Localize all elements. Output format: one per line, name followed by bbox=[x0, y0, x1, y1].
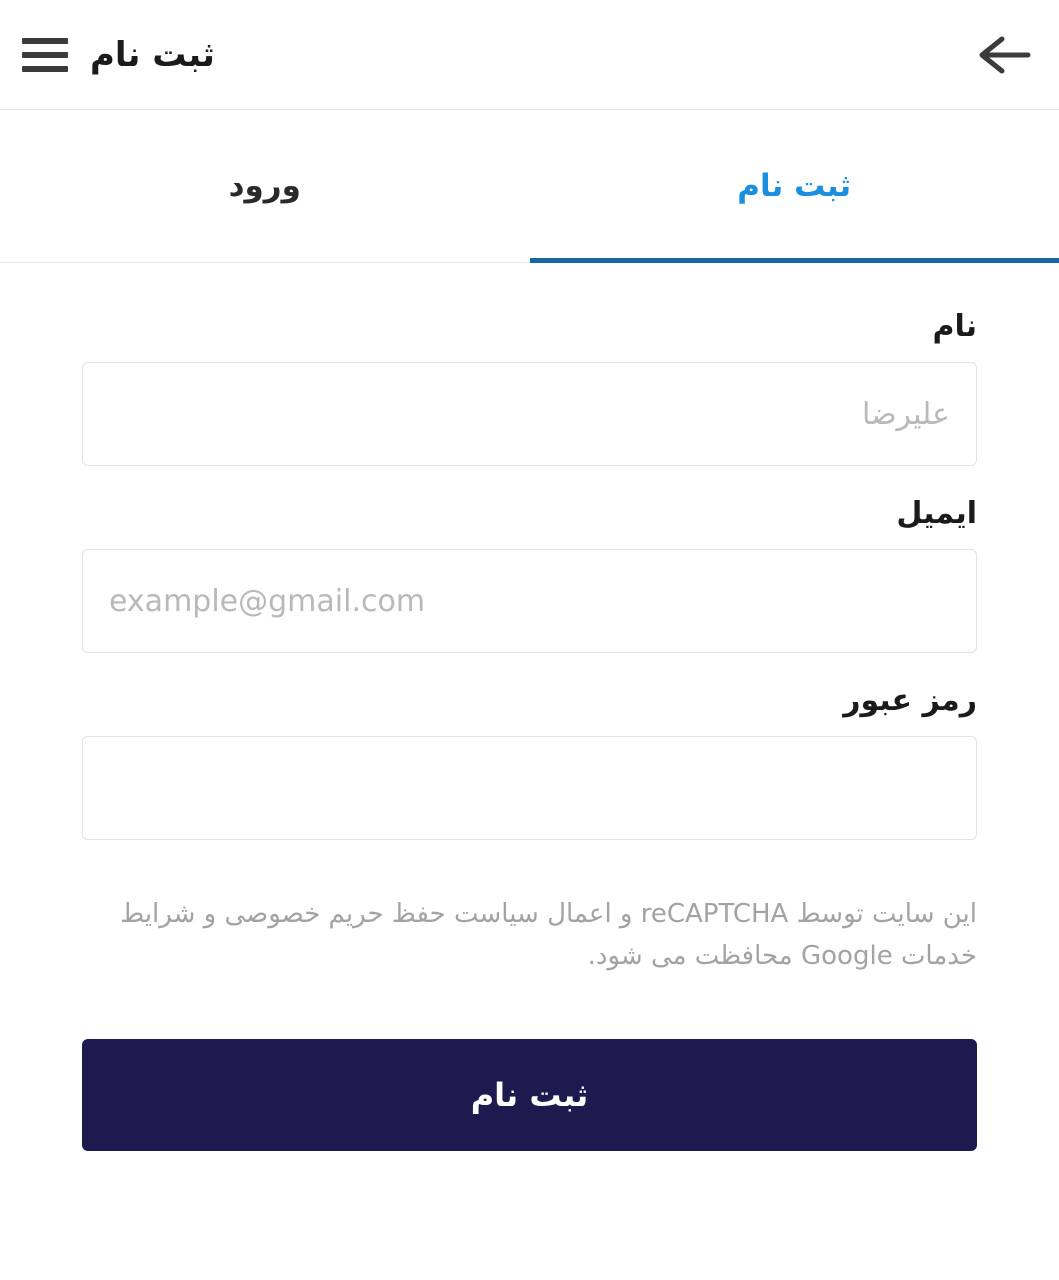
bottom-spacer bbox=[82, 1151, 977, 1280]
app-bar-right-group bbox=[22, 34, 215, 75]
signup-submit-button[interactable]: ثبت نام bbox=[82, 1039, 977, 1151]
recaptcha-notice: این سایت توسط reCAPTCHA و اعمال سیاست حفظ حریم خصوصی و شرایط خدمات Google محافظت می شود. bbox=[120, 899, 977, 971]
tab-login[interactable] bbox=[0, 110, 530, 262]
signup-form bbox=[0, 263, 1059, 1280]
tab-signup-label: ثبت نام bbox=[737, 168, 852, 204]
page-title: ثبت نام bbox=[90, 34, 215, 75]
app-bar bbox=[0, 0, 1059, 110]
back-arrow-icon[interactable] bbox=[977, 27, 1033, 83]
field-password bbox=[82, 683, 977, 840]
auth-tabs bbox=[0, 110, 1059, 263]
email-input[interactable] bbox=[82, 549, 977, 653]
tab-signup[interactable] bbox=[530, 110, 1059, 262]
hamburger-menu-icon[interactable] bbox=[22, 38, 68, 72]
submit-area bbox=[82, 1039, 977, 1151]
name-label: نام bbox=[932, 309, 977, 344]
email-label: ایمیل bbox=[896, 496, 977, 531]
password-input[interactable] bbox=[82, 736, 977, 840]
name-input[interactable] bbox=[82, 362, 977, 466]
field-email bbox=[82, 496, 977, 653]
tab-login-label: ورود bbox=[228, 168, 301, 204]
field-name bbox=[82, 309, 977, 466]
password-label: رمز عبور bbox=[843, 683, 977, 718]
